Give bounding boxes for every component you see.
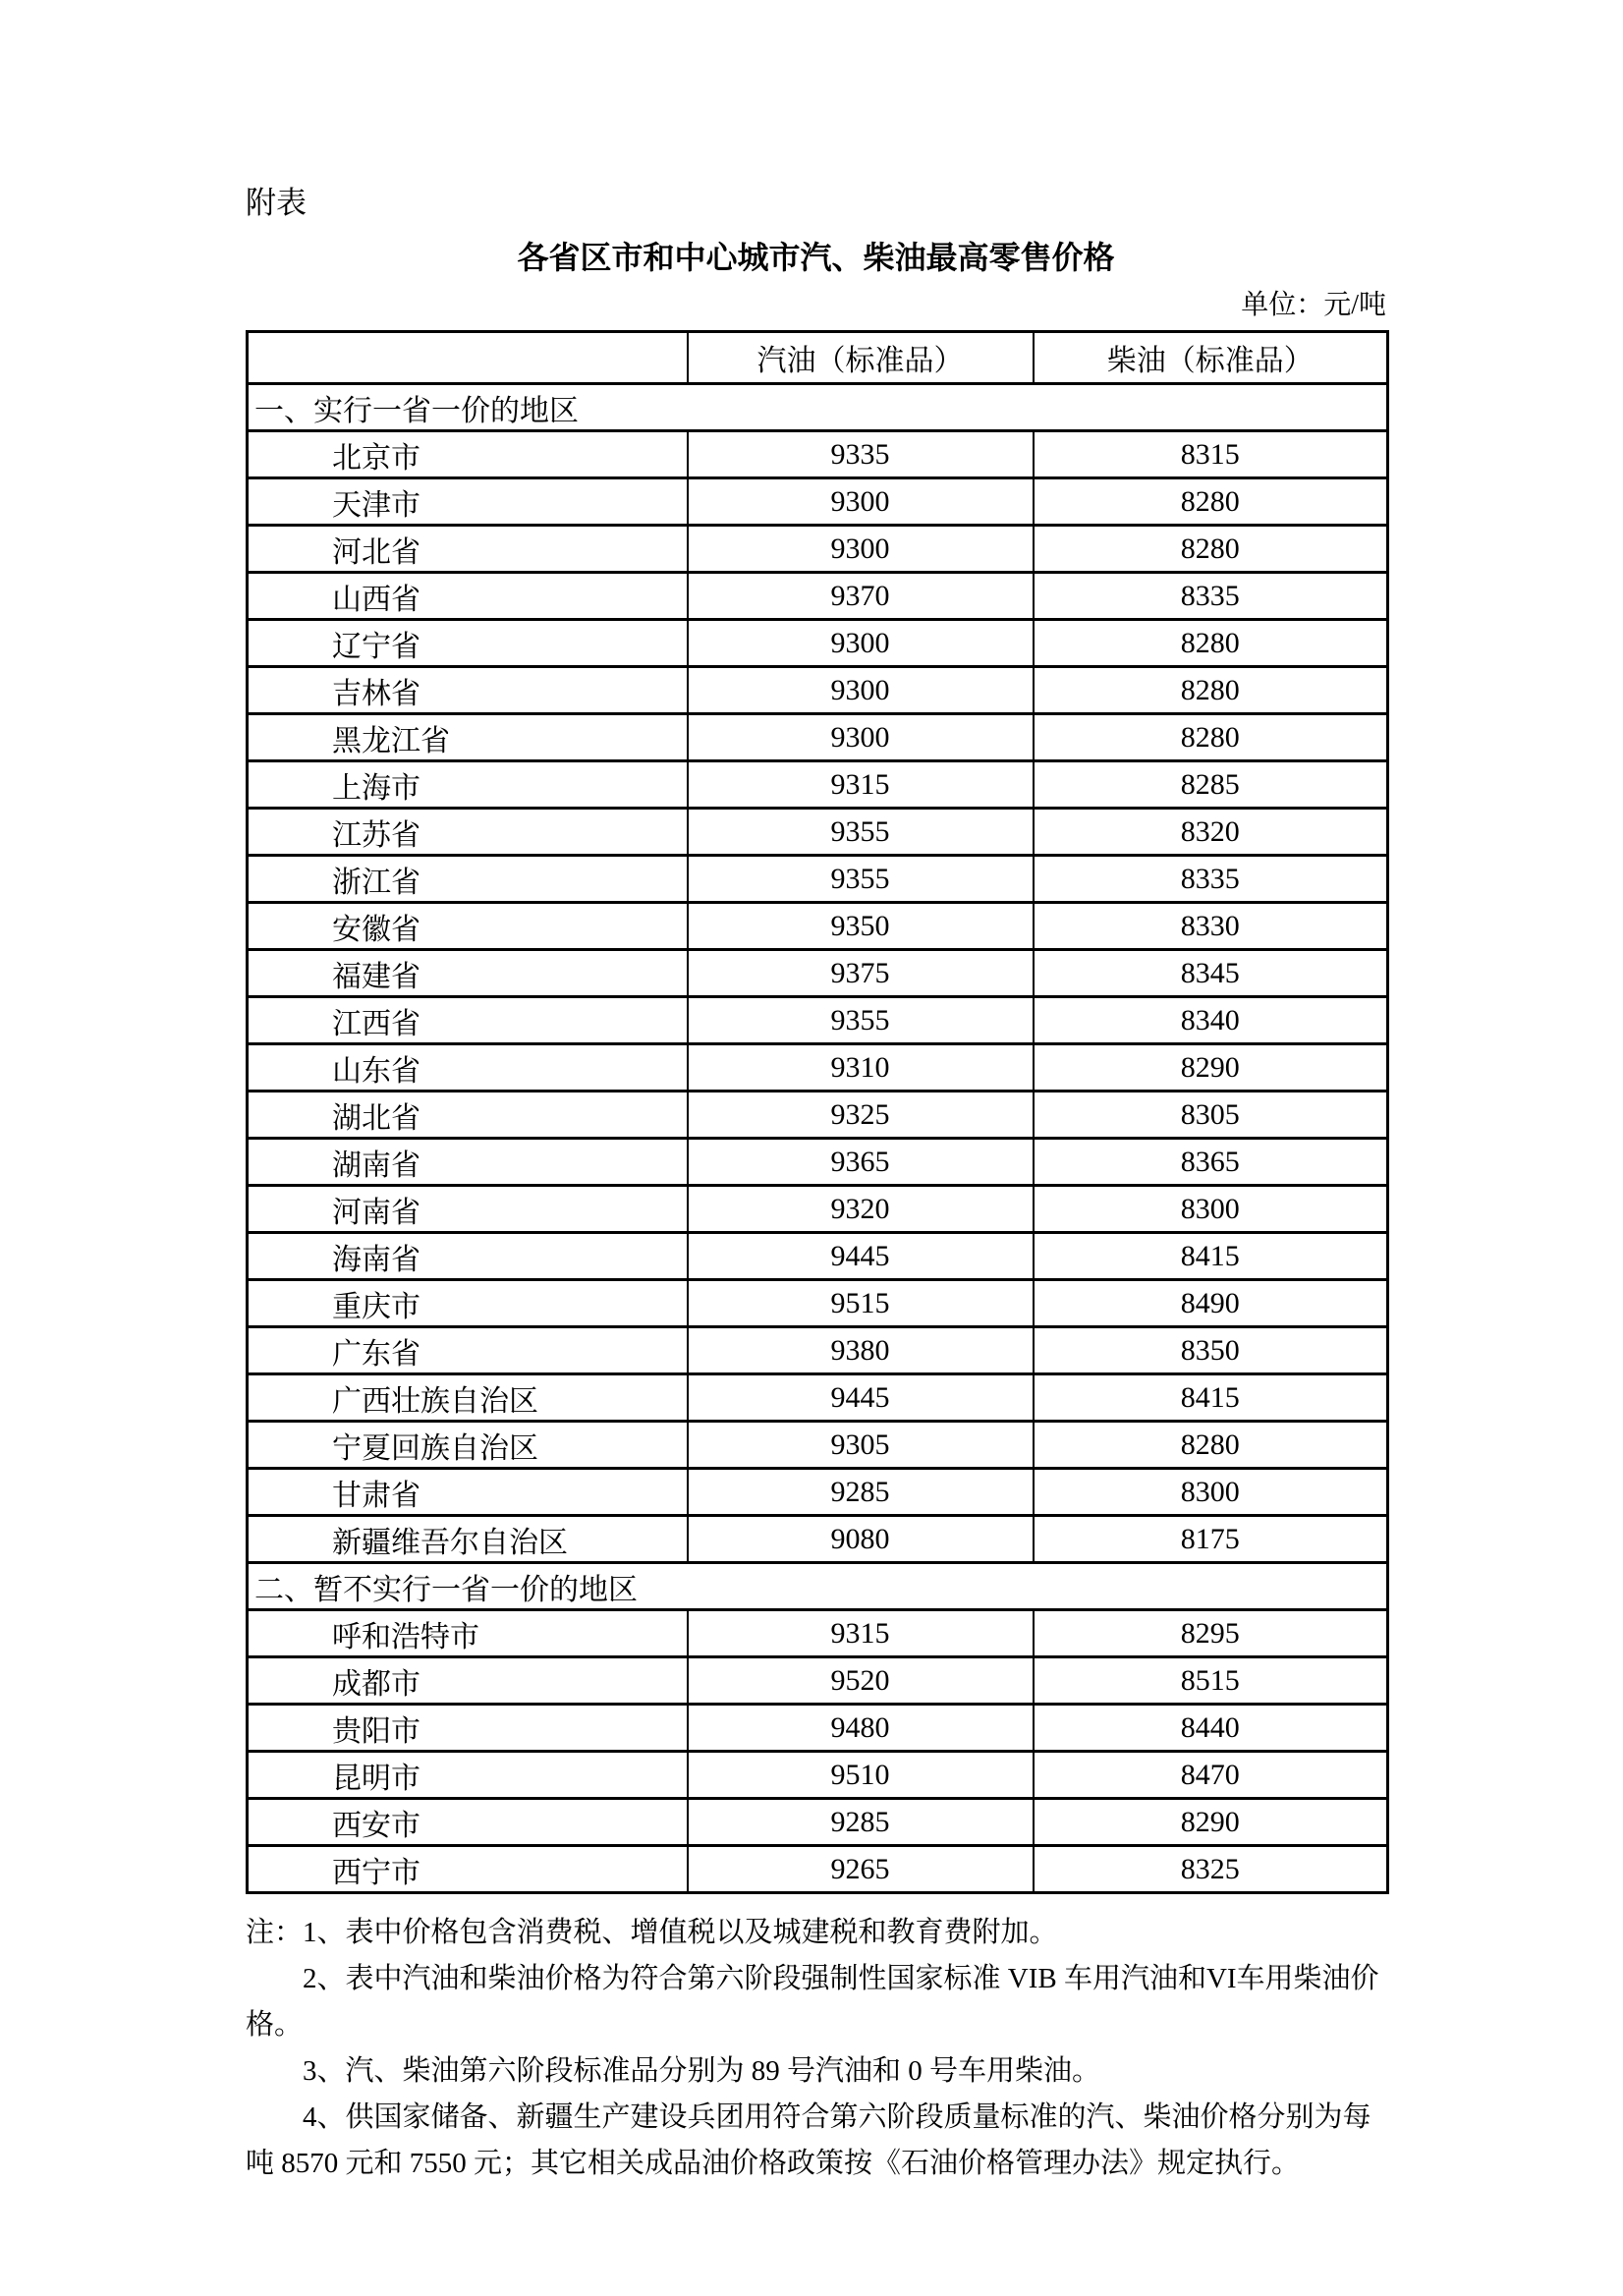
gasoline-price-cell: 9300 (688, 478, 1034, 526)
diesel-price-cell: 8280 (1034, 526, 1388, 573)
page-title: 各省区市和中心城市汽、柴油最高零售价格 (517, 240, 1115, 275)
region-cell: 贵阳市 (248, 1705, 688, 1752)
region-cell: 宁夏回族自治区 (248, 1422, 688, 1469)
gasoline-price-cell: 9325 (688, 1092, 1034, 1139)
diesel-price-cell: 8350 (1034, 1327, 1388, 1374)
section-header-row (248, 384, 1388, 431)
diesel-price-cell: 8315 (1034, 431, 1388, 478)
price-table-header (248, 332, 1388, 384)
gasoline-price-cell: 9480 (688, 1705, 1034, 1752)
table-row (248, 667, 1388, 714)
gasoline-price-cell: 9300 (688, 526, 1034, 573)
gasoline-price-cell: 9305 (688, 1422, 1034, 1469)
gasoline-price-cell: 9320 (688, 1186, 1034, 1233)
table-row (248, 1186, 1388, 1233)
region-cell: 河南省 (248, 1186, 688, 1233)
gasoline-price-cell: 9380 (688, 1327, 1034, 1374)
diesel-price-cell: 8280 (1034, 620, 1388, 667)
gasoline-price-cell: 9355 (688, 997, 1034, 1044)
region-cell: 西宁市 (248, 1846, 688, 1893)
notes-block (246, 1910, 1386, 2187)
region-cell: 江苏省 (248, 809, 688, 856)
diesel-price-cell: 8335 (1034, 856, 1388, 903)
table-row (248, 1327, 1388, 1374)
gasoline-price-cell: 9080 (688, 1516, 1034, 1563)
table-row (248, 950, 1388, 997)
section-header: 一、实行一省一价的地区 (248, 384, 1388, 431)
region-cell: 江西省 (248, 997, 688, 1044)
diesel-price-cell: 8470 (1034, 1752, 1388, 1799)
diesel-price-cell: 8300 (1034, 1186, 1388, 1233)
gasoline-price-cell: 9445 (688, 1233, 1034, 1280)
diesel-price-cell: 8320 (1034, 809, 1388, 856)
diesel-price-cell: 8290 (1034, 1799, 1388, 1846)
region-cell: 广西壮族自治区 (248, 1374, 688, 1422)
gasoline-price-cell: 9285 (688, 1799, 1034, 1846)
appendix-label: 附表 (246, 186, 307, 220)
table-row (248, 1422, 1388, 1469)
note-3: 3、汽、柴油第六阶段标准品分别为 89 号汽油和 0 号车用柴油。 (303, 2055, 1101, 2087)
gasoline-price-cell: 9510 (688, 1752, 1034, 1799)
diesel-price-cell: 8285 (1034, 761, 1388, 809)
table-row (248, 1233, 1388, 1280)
table-row (248, 1374, 1388, 1422)
gasoline-price-cell: 9445 (688, 1374, 1034, 1422)
region-cell: 安徽省 (248, 903, 688, 950)
diesel-price-cell: 8330 (1034, 903, 1388, 950)
region-cell: 湖南省 (248, 1139, 688, 1186)
region-column-header (248, 332, 688, 384)
gasoline-price-cell: 9300 (688, 667, 1034, 714)
diesel-price-cell: 8325 (1034, 1846, 1388, 1893)
table-row (248, 620, 1388, 667)
table-row (248, 478, 1388, 526)
table-row (248, 856, 1388, 903)
diesel-price-cell: 8365 (1034, 1139, 1388, 1186)
gasoline-column-header: 汽油（标准品） (688, 332, 1034, 384)
region-cell: 福建省 (248, 950, 688, 997)
section-header-row (248, 1563, 1388, 1610)
diesel-price-cell: 8345 (1034, 950, 1388, 997)
diesel-price-cell: 8335 (1034, 573, 1388, 620)
note-4: 4、供国家储备、新疆生产建设兵团用符合第六阶段质量标准的汽、柴油价格分别为每吨 8570 元和 7550 元；其它相关成品油价格政策按《石油价格管理办法》规定执行。 (246, 2101, 1371, 2179)
section-header: 二、暂不实行一省一价的地区 (248, 1563, 1388, 1610)
gasoline-price-cell: 9520 (688, 1657, 1034, 1705)
table-row (248, 714, 1388, 761)
diesel-price-cell: 8305 (1034, 1092, 1388, 1139)
gasoline-price-cell: 9315 (688, 761, 1034, 809)
price-table-body (248, 384, 1388, 1893)
gasoline-price-cell: 9265 (688, 1846, 1034, 1893)
diesel-price-cell: 8175 (1034, 1516, 1388, 1563)
region-cell: 昆明市 (248, 1752, 688, 1799)
gasoline-price-cell: 9355 (688, 809, 1034, 856)
price-table (246, 330, 1389, 1894)
region-cell: 北京市 (248, 431, 688, 478)
region-cell: 辽宁省 (248, 620, 688, 667)
gasoline-price-cell: 9335 (688, 431, 1034, 478)
table-row (248, 1657, 1388, 1705)
region-cell: 新疆维吾尔自治区 (248, 1516, 688, 1563)
table-row (248, 1705, 1388, 1752)
diesel-price-cell: 8415 (1034, 1374, 1388, 1422)
note-2: 2、表中汽油和柴油价格为符合第六阶段强制性国家标准 VIB 车用汽油和VI车用柴油价格。 (246, 1963, 1379, 2041)
gasoline-price-cell: 9285 (688, 1469, 1034, 1516)
region-cell: 重庆市 (248, 1280, 688, 1327)
gasoline-price-cell: 9315 (688, 1610, 1034, 1657)
region-cell: 河北省 (248, 526, 688, 573)
region-cell: 浙江省 (248, 856, 688, 903)
region-cell: 西安市 (248, 1799, 688, 1846)
region-cell: 海南省 (248, 1233, 688, 1280)
table-row (248, 1799, 1388, 1846)
table-row (248, 1092, 1388, 1139)
region-cell: 成都市 (248, 1657, 688, 1705)
unit-label: 单位：元/吨 (1241, 290, 1386, 320)
gasoline-price-cell: 9355 (688, 856, 1034, 903)
document-content (246, 0, 1386, 2187)
note-1: 注：1、表中价格包含消费税、增值税以及城建税和教育费附加。 (246, 1917, 1058, 1948)
diesel-price-cell: 8490 (1034, 1280, 1388, 1327)
region-cell: 吉林省 (248, 667, 688, 714)
gasoline-price-cell: 9365 (688, 1139, 1034, 1186)
diesel-price-cell: 8300 (1034, 1469, 1388, 1516)
table-row (248, 997, 1388, 1044)
gasoline-price-cell: 9300 (688, 714, 1034, 761)
gasoline-price-cell: 9515 (688, 1280, 1034, 1327)
region-cell: 山东省 (248, 1044, 688, 1092)
diesel-price-cell: 8280 (1034, 478, 1388, 526)
table-row (248, 1516, 1388, 1563)
table-row (248, 526, 1388, 573)
gasoline-price-cell: 9370 (688, 573, 1034, 620)
gasoline-price-cell: 9300 (688, 620, 1034, 667)
table-row (248, 1752, 1388, 1799)
table-row (248, 1610, 1388, 1657)
region-cell: 山西省 (248, 573, 688, 620)
table-row (248, 1280, 1388, 1327)
diesel-price-cell: 8515 (1034, 1657, 1388, 1705)
region-cell: 湖北省 (248, 1092, 688, 1139)
diesel-price-cell: 8290 (1034, 1044, 1388, 1092)
gasoline-price-cell: 9375 (688, 950, 1034, 997)
table-row (248, 809, 1388, 856)
table-row (248, 573, 1388, 620)
table-row (248, 1044, 1388, 1092)
region-cell: 甘肃省 (248, 1469, 688, 1516)
diesel-price-cell: 8340 (1034, 997, 1388, 1044)
table-row (248, 1469, 1388, 1516)
diesel-price-cell: 8280 (1034, 714, 1388, 761)
diesel-price-cell: 8280 (1034, 1422, 1388, 1469)
region-cell: 呼和浩特市 (248, 1610, 688, 1657)
gasoline-price-cell: 9350 (688, 903, 1034, 950)
region-cell: 天津市 (248, 478, 688, 526)
table-row (248, 431, 1388, 478)
diesel-price-cell: 8440 (1034, 1705, 1388, 1752)
region-cell: 上海市 (248, 761, 688, 809)
header-row (248, 332, 1388, 384)
region-cell: 黑龙江省 (248, 714, 688, 761)
diesel-price-cell: 8415 (1034, 1233, 1388, 1280)
diesel-price-cell: 8280 (1034, 667, 1388, 714)
region-cell: 广东省 (248, 1327, 688, 1374)
table-row (248, 761, 1388, 809)
table-row (248, 1846, 1388, 1893)
diesel-column-header: 柴油（标准品） (1034, 332, 1388, 384)
table-row (248, 1139, 1388, 1186)
table-row (248, 903, 1388, 950)
gasoline-price-cell: 9310 (688, 1044, 1034, 1092)
diesel-price-cell: 8295 (1034, 1610, 1388, 1657)
